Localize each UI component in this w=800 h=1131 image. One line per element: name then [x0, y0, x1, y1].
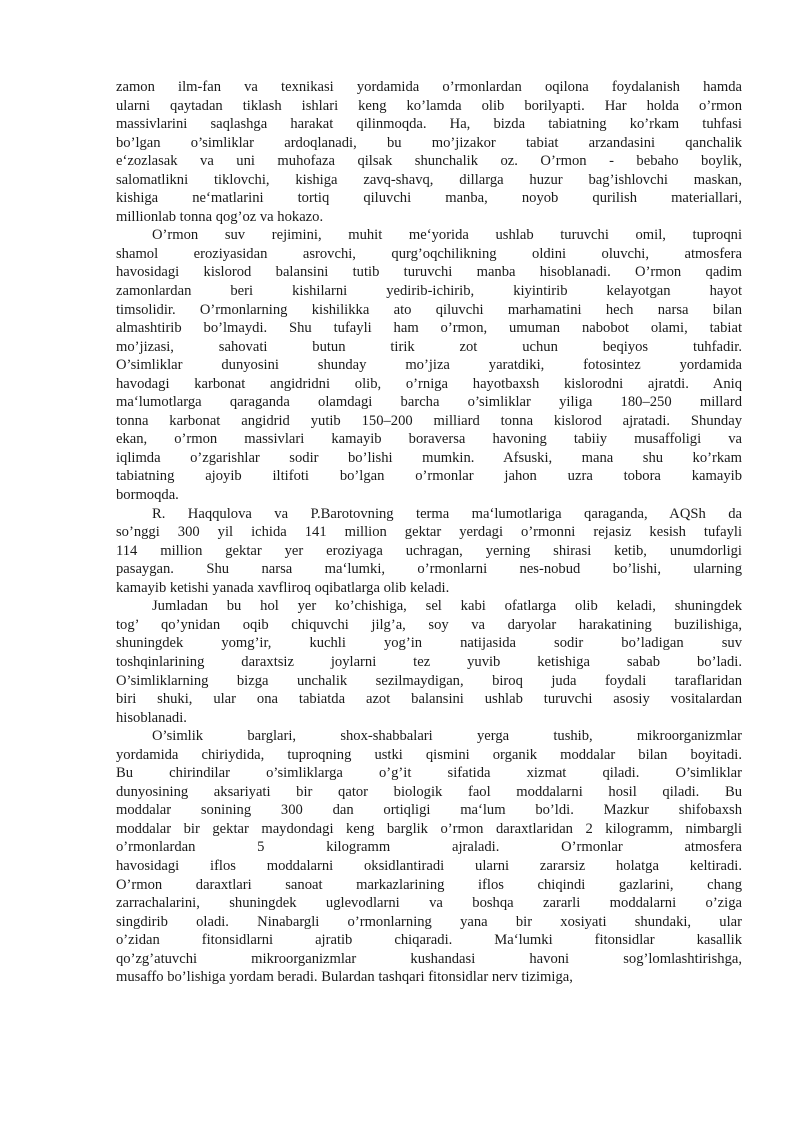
- text-line: ekan, o’rmon massivlari kamayib boraversa havoning tabiiy musaffoligi va: [116, 431, 742, 448]
- text-line: O’simlik barglari, shox-shabbalari yerga tushib, mikroorganizmlar: [152, 728, 742, 745]
- text-line: singdirib oladi. Ninabargli o’rmonlarning yana bir xosiyati shundaki, ular: [116, 913, 742, 930]
- text-line: tonna karbonat angidrid yutib 150–200 milliard tonna kislorod ajratadi. Shunday: [116, 412, 742, 429]
- paragraph: [116, 78, 742, 226]
- text-line: kamayib ketishi yanada xavfliroq oqibatlarga olib keladi.: [116, 579, 450, 596]
- text-line: Jumladan bu hol yer ko’chishiga, sel kabi ofatlarga olib keladi, shuningdek: [152, 598, 742, 615]
- text-line: O’rmon daraxtlari sanoat markazlarining iflos chiqindi gazlarini, chang: [116, 876, 742, 893]
- text-line: yordamida chiriydida, tuproqning ustki qismini organik moddalar bilan boyitadi.: [116, 746, 742, 763]
- text-line: moddalar sonining 300 dan ortiqligi ma‘lum bo’ldi. Mazkur shifobaxsh: [116, 802, 742, 819]
- text-line: zamonlardan beri kishilarni yedirib-ichirib, kiyintirib kelayotgan hayot: [116, 283, 742, 300]
- text-line: hisoblanadi.: [116, 709, 187, 726]
- text-line: R. Haqqulova va P.Barotovning terma ma‘lumotlariga qaraganda, AQSh da: [152, 505, 742, 522]
- text-line: millionlab tonna qog’oz va hokazo.: [116, 208, 324, 225]
- paragraph: [116, 226, 742, 504]
- text-line: o’rmonlardan 5 kilogramm ajraladi. O’rmonlar atmosfera: [116, 839, 742, 856]
- text-line: shamol eroziyasidan asrovchi, qurg’oqchilikning oldini oluvchi, atmosfera: [116, 245, 742, 262]
- text-line: zarrachalarini, shuningdek uglevodlarni va boshqa zararli moddalarni o’ziga: [116, 895, 742, 912]
- text-line: bormoqda.: [116, 487, 179, 504]
- text-line: havosidagi kislorod balansini tutib turuvchi manba hisoblanadi. O’rmon qadim: [116, 264, 742, 281]
- text-line: bo’lgan o’simliklar ardoqlanadi, bu mo’jizakor tabiat arzandasini qanchalik: [116, 134, 742, 151]
- text-line: kishiga ne‘matlarini tortiq qiluvchi manba, noyob qurilish materiallari,: [116, 190, 742, 207]
- text-line: Bu chirindilar o’simliklarga o’g’it sifatida xizmat qiladi. O’simliklar: [116, 765, 742, 782]
- text-line: iqlimda o’zgarishlar sodir bo’lishi mumkin. Afsuski, mana shu ko’rkam: [116, 449, 742, 466]
- text-line: 114 million gektar yer eroziyaga uchragan, yerning shirasi ketib, unumdorligi: [116, 542, 742, 559]
- text-line: ma‘lumotlarga qaraganda olamdagi barcha o’simliklar yiliga 180–250 millard: [116, 394, 742, 411]
- text-line: o’zidan fitonsidlarni ajratib chiqaradi. Ma‘lumki fitonsidlar kasallik: [116, 932, 742, 949]
- text-line: pasaygan. Shu narsa ma‘lumki, o’rmonlarni nes-nobud bo’lishi, ularning: [116, 561, 742, 578]
- paragraph: [116, 597, 742, 727]
- text-line: timsolidir. O’rmonlarning kishilikka ato qiluvchi marhamatini hech narsa bilan: [116, 301, 742, 318]
- text-line: zamon ilm-fan va texnikasi yordamida o’rmonlardan oqilona foydalanish hamda: [116, 79, 742, 95]
- text-line: almashtirib bo’lmaydi. Shu tufayli ham o’rmon, umuman nabobot olami, tabiat: [116, 320, 742, 337]
- text-line: qo’zg’atuvchi mikroorganizmlar kushandasi havoni sog’lomlashtirishga,: [116, 950, 742, 967]
- text-line: massivlarini saqlashga harakat qilinmoqda. Ha, bizda tabiatning ko’rkam tuhfasi: [116, 116, 742, 133]
- text-line: havosidagi iflos moddalarni oksidlantiradi ularni zararsiz holatga keltiradi.: [116, 857, 742, 874]
- text-line: e‘zozlasak va uni muhofaza qilsak shunchalik oz. O’rmon - bebaho boylik,: [116, 153, 742, 170]
- text-line: havodagi karbonat angidridni olib, o’rniga hayotbaxsh kislorodni ajratdi. Aniq: [116, 375, 742, 392]
- text-line: O’rmon suv rejimini, muhit me‘yorida ushlab turuvchi omil, tuproqni: [152, 227, 742, 244]
- paragraph: [116, 727, 742, 987]
- text-line: mo’jizasi, sahovati butun tirik zot uchun beqiyos tuhfadir.: [116, 338, 742, 355]
- paragraph: [116, 505, 742, 598]
- text-line: salomatlikni tiklovchi, kishiga zavq-shavq, dillarga huzur bag’ishlovchi maskan,: [116, 171, 742, 188]
- text-line: tabiatning ajoyib iltifoti bo’lgan o’rmonlar jahon uzra tobora kamayib: [116, 468, 742, 485]
- text-line: biri shuki, ular ona tabiatda azot balansini ushlab turuvchi asosiy vositalardan: [116, 691, 742, 708]
- text-line: so’nggi 300 yil ichida 141 million gektar yerdagi o’rmonni rejasiz kesish tufayli: [116, 524, 742, 541]
- body-text: [116, 78, 742, 987]
- text-line: toshqinlarining daraxtsiz joylarni tez yuvib ketishiga sabab bo’ladi.: [116, 653, 742, 670]
- text-line: moddalar bir gektar maydondagi keng barglik o’rmon daraxtlaridan 2 kilogramm, nimbargli: [116, 820, 742, 837]
- text-line: musaffo bo’lishiga yordam beradi. Bulardan tashqari fitonsidlar nerv tizimiga,: [116, 969, 573, 986]
- text-line: ularni qaytadan tiklash ishlari keng ko’lamda olib borilyapti. Har holda o’rmon: [116, 97, 742, 114]
- text-line: tog’ qo’ynidan oqib chiquvchi jilg’a, soy va daryolar harakatining buzilishiga,: [116, 616, 742, 633]
- text-line: dunyosining aksariyati bir qator biologik faol moddalarni hosil qiladi. Bu: [116, 783, 742, 800]
- text-line: O’simliklarning bizga unchalik sezilmaydigan, biroq juda foydali taraflaridan: [116, 672, 742, 689]
- text-line: shuningdek yomg’ir, kuchli yog’in natijasida sodir bo’ladigan suv: [116, 635, 742, 652]
- text-line: O’simliklar dunyosini shunday mo’jiza yaratdiki, fotosintez yordamida: [116, 357, 742, 374]
